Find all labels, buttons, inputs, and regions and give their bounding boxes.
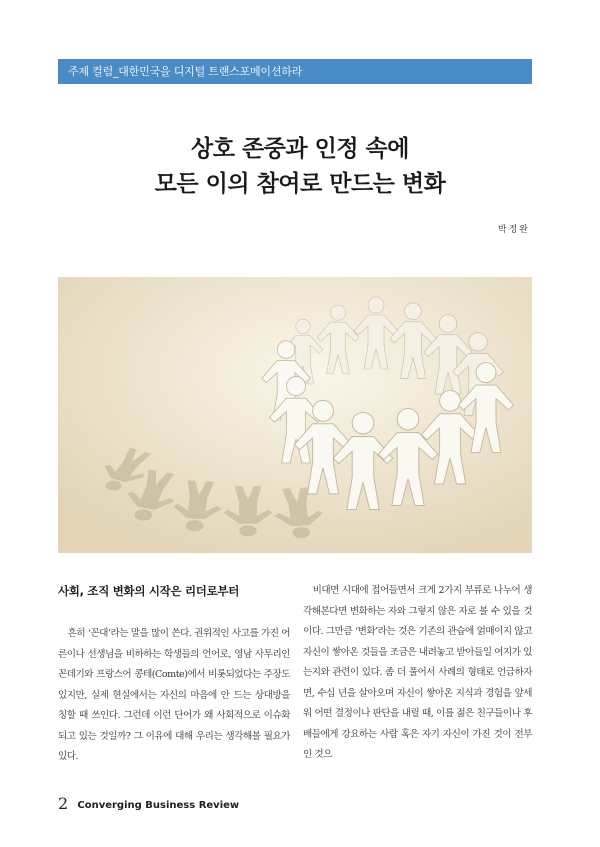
body-paragraph: 흔히 ‘꼰대’라는 말을 많이 쓴다. 권위적인 사고를 가진 어른이나 선생님을 비하하는 학생들의 언어로, 영남 사투리인 꼰데기와 프랑스어 콩테(Comte)에서 비롯되었다는 주장도 있지만, 실제 현실에서는 자신의 마음에 안 드는 상대방을 칭할 때 쓰인다. 그런데 이런 단어가 왜 사회적으로 이슈화되고 있는 것일까? 그 이유에 대해 우리는 생각해볼 필요가 있다. [58,628,290,762]
body-column-left [58,624,290,768]
article-photo [58,277,532,553]
article-title [0,132,600,202]
title-line-1: 상호 존중과 인정 속에 [191,136,409,162]
body-column-right [303,581,532,766]
author-name: 박정완 [497,225,530,235]
paper-people-circle-illustration [58,277,532,553]
page-footer [58,794,239,813]
section-banner: 주제 컬럼_대한민국을 디지털 트랜스포메이션하라 [58,59,532,84]
page-number: 2 [58,794,69,813]
title-line-2: 모든 이의 참여로 만드는 변화 [154,171,446,197]
magazine-name: Converging Business Review [77,800,240,811]
section-heading: 사회, 조직 변화의 시작은 리더로부터 [58,584,240,598]
body-paragraph: 비대면 시대에 접어들면서 크게 2가지 부류로 나누어 생각해본다면 변화하는 자와 그렇지 않은 자로 볼 수 있을 것이다. 그만큼 ‘변화’라는 것은 기존의 관습에 얽매이지 않고 자신이 쌓아온 것들을 조금은 내려놓고 받아들일 여지가 있는지와 관련이 있다. 좀 더 풀어서 사례의 형태로 언급하자면, 수십 년을 살아오며 자신이 쌓아온 지식과 경험을 앞세워 어떤 결정이나 판단을 내릴 때, 이를 젊은 친구들이나 후배들에게 강요하는 사람 혹은 자기 자신이 가진 것이 전부인 것으 [303,585,532,760]
